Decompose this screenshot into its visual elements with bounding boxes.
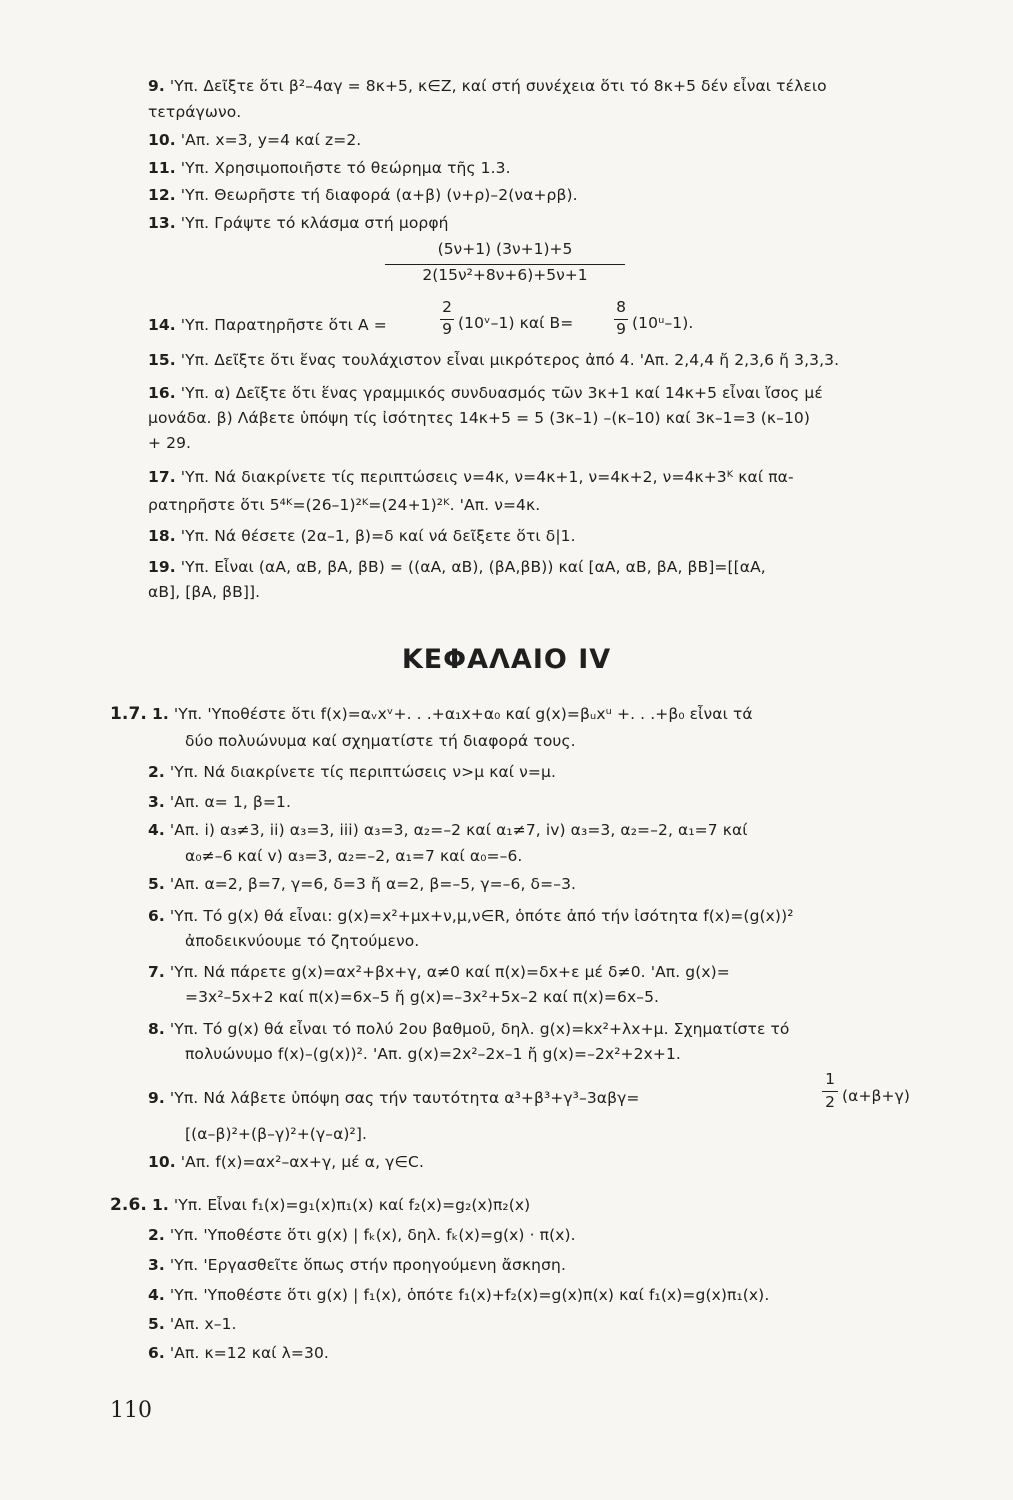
fraction-numerator: (5ν+1) (3ν+1)+5	[437, 240, 573, 258]
item-number: 8.	[148, 1020, 165, 1038]
fraction-bar	[822, 1091, 838, 1092]
answer-11	[148, 158, 511, 178]
item-number: 9.	[148, 1089, 165, 1107]
section-1-7-item-10	[148, 1152, 424, 1172]
item-number: 1.	[152, 1196, 169, 1214]
answer-13	[148, 213, 449, 233]
item-text: 'Υπ. Χρησιμοποιῆστε τό θεώρημα τῆς 1.3.	[180, 159, 511, 177]
answer-16-line3: + 29.	[148, 434, 192, 452]
item-number: 2.	[148, 763, 165, 781]
section-1-7-item-6	[148, 906, 794, 926]
fraction-denominator: 9	[442, 320, 452, 338]
item-text: 'Απ. x–1.	[169, 1315, 237, 1333]
item-number: 13.	[148, 214, 176, 232]
section-1-7-item-9-line2: [(α–β)²+(β–γ)²+(γ–α)²].	[185, 1125, 368, 1143]
item-number: 4.	[148, 821, 165, 839]
section-1-7-item-7	[148, 962, 730, 982]
item-number: 19.	[148, 558, 176, 576]
answer-14	[148, 315, 387, 335]
item-text: τετράγωνο.	[148, 103, 242, 121]
section-1-7-item-3	[148, 792, 291, 812]
item-text: 'Υπ. α) Δεῖξτε ὅτι ἕνας γραμμικός συνδυασμός τῶν 3κ+1 καί 14κ+5 εἶναι ἴσος μέ	[180, 384, 823, 402]
section-1-7-item-2	[148, 762, 556, 782]
item-number: 7.	[148, 963, 165, 981]
answer-14-post: (10ᵘ–1).	[632, 314, 694, 332]
item-number: 15.	[148, 351, 176, 369]
item-text: 'Απ. f(x)=αx²–αx+γ, μέ α, γ∈C.	[180, 1153, 424, 1171]
answer-18	[148, 526, 576, 546]
section-number: 2.6.	[110, 1195, 147, 1215]
item-number: 2.	[148, 1226, 165, 1244]
item-number: 1.	[152, 705, 169, 723]
section-2-6-item-6	[148, 1343, 329, 1363]
section-1-7-item-4	[148, 820, 748, 840]
item-text: 'Υπ. Παρατηρῆστε ὅτι A =	[180, 316, 387, 334]
item-number: 6.	[148, 907, 165, 925]
section-1-7-item-9-tail: (α+β+γ)	[842, 1087, 911, 1105]
item-number: 10.	[148, 1153, 176, 1171]
answer-17-line1	[148, 467, 794, 487]
fraction-bar	[385, 264, 625, 265]
fraction-numerator: 2	[442, 298, 452, 316]
section-2-6-item-4	[148, 1285, 769, 1305]
item-number: 17.	[148, 468, 176, 486]
item-text: 'Υπ. 'Υποθέστε ὅτι g(x) | fₖ(x), δηλ. fₖ(x)=g(x) · π(x).	[169, 1226, 576, 1244]
item-number: 3.	[148, 793, 165, 811]
answer-14-mid: (10ᵛ–1) καί B=	[458, 314, 574, 332]
item-text: 'Υπ. 'Υποθέστε ὅτι g(x) | f₁(x), ὁπότε f₁(x)+f₂(x)=g(x)π(x) καί f₁(x)=g(x)π₁(x).	[169, 1286, 770, 1304]
page-number: 110	[110, 1398, 152, 1423]
item-text: 'Υπ. 'Υποθέστε ὅτι f(x)=αᵥxᵛ+. . .+α₁x+α₀ καί g(x)=βᵤxᵘ +. . .+β₀ εἶναι τά	[173, 705, 753, 723]
answer-19-line1	[148, 557, 766, 577]
item-text: 'Υπ. Δεῖξτε ὅτι ἕνας τουλάχιστον εἶναι μικρότερος ἀπό 4. 'Απ. 2,4,4 ἤ 2,3,6 ἤ 3,3,3.	[180, 351, 840, 369]
item-text: 'Απ. κ=12 καί λ=30.	[169, 1344, 329, 1362]
answer-15	[148, 350, 839, 370]
fraction-numerator: 1	[825, 1070, 835, 1088]
fraction-denominator: 2(15ν²+8ν+6)+5ν+1	[422, 266, 588, 284]
item-text: 'Υπ. Νά διακρίνετε τίς περιπτώσεις ν=4κ, ν=4κ+1, ν=4κ+2, ν=4κ+3ᴷ καί πα-	[180, 468, 794, 486]
item-text: 'Υπ. Θεωρῆστε τή διαφορά (α+β) (ν+ρ)–2(να+ρβ).	[180, 186, 578, 204]
section-2-6-item-5	[148, 1314, 237, 1334]
answer-19-line2: αB], [βA, βB]].	[148, 583, 261, 601]
answer-10	[148, 130, 361, 150]
section-1-7-item-4-line2: α₀≠–6 καί v) α₃=3, α₂=–2, α₁=7 καί α₀=–6.	[185, 847, 523, 865]
item-text: 'Απ. x=3, y=4 καί z=2.	[180, 131, 362, 149]
section-2-6-item-3	[148, 1255, 566, 1275]
item-text: 'Υπ. Εἶναι (αA, αB, βA, βB) = ((αA, αB), (βA,βB)) καί [αA, αB, βA, βB]=[[αA,	[180, 558, 766, 576]
item-number: 11.	[148, 159, 176, 177]
item-number: 4.	[148, 1286, 165, 1304]
item-text: 'Υπ. Εἶναι f₁(x)=g₁(x)π₁(x) καί f₂(x)=g₂(x)π₂(x)	[173, 1196, 531, 1214]
section-1-7-item-9	[148, 1088, 639, 1108]
item-number: 14.	[148, 316, 176, 334]
section-1-7-item-8-line2: πολυώνυμο f(x)–(g(x))². 'Απ. g(x)=2x²–2x–1 ἤ g(x)=–2x²+2x+1.	[185, 1045, 681, 1063]
item-number: 9.	[148, 77, 165, 95]
chapter-heading: ΚΕΦΑΛΑΙΟ IV	[401, 644, 612, 675]
fraction-numerator: 8	[616, 298, 626, 316]
answer-17-line2: ρατηρῆστε ὅτι 5⁴ᴷ=(26–1)²ᴷ=(24+1)²ᴷ. 'Απ. ν=4κ.	[148, 496, 541, 514]
item-text: 'Υπ. Γράψτε τό κλάσμα στή μορφή	[180, 214, 449, 232]
section-1-7-item-8	[148, 1019, 789, 1039]
item-text: 'Υπ. Δεῖξτε ὅτι β²–4αγ = 8κ+5, κ∈Z, καί στή συνέχεια ὅτι τό 8κ+5 δέν εἶναι τέλειο	[169, 77, 827, 95]
item-text: 'Υπ. 'Εργασθεῖτε ὅπως στήν προηγούμενη ἄσκηση.	[169, 1256, 566, 1274]
answer-9-line2	[148, 102, 241, 122]
answer-12	[148, 185, 578, 205]
answer-16-line1	[148, 383, 823, 403]
item-text: 'Υπ. Νά πάρετε g(x)=αx²+βx+γ, α≠0 καί π(x)=δx+ε μέ δ≠0. 'Απ. g(x)=	[169, 963, 730, 981]
item-number: 12.	[148, 186, 176, 204]
item-number: 16.	[148, 384, 176, 402]
answer-16-line2: μονάδα. β) Λάβετε ὑπόψη τίς ἰσότητες 14κ+5 = 5 (3κ–1) –(κ–10) καί 3κ–1=3 (κ–10)	[148, 409, 811, 427]
section-1-7-item-1-line2: δύο πολυώνυμα καί σχηματίστε τή διαφορά τους.	[185, 732, 576, 750]
item-text: 'Απ. i) α₃≠3, ii) α₃=3, iii) α₃=3, α₂=–2 καί α₁≠7, iv) α₃=3, α₂=–2, α₁=7 καί	[169, 821, 748, 839]
item-number: 18.	[148, 527, 176, 545]
answer-9-line1	[148, 76, 827, 96]
section-2-6-item-1	[110, 1195, 530, 1215]
item-text: 'Υπ. Τό g(x) θά εἶναι: g(x)=x²+μx+ν,μ,ν∈R, ὁπότε ἀπό τήν ἰσότητα f(x)=(g(x))²	[169, 907, 794, 925]
item-number: 5.	[148, 1315, 165, 1333]
item-number: 5.	[148, 875, 165, 893]
item-text: 'Απ. α= 1, β=1.	[169, 793, 291, 811]
section-1-7-item-7-line2: =3x²–5x+2 καί π(x)=6x–5 ἤ g(x)=–3x²+5x–2 καί π(x)=6x–5.	[185, 988, 660, 1006]
item-number: 3.	[148, 1256, 165, 1274]
item-text: 'Υπ. Νά διακρίνετε τίς περιπτώσεις ν>μ καί ν=μ.	[169, 763, 556, 781]
item-text: 'Υπ. Νά θέσετε (2α–1, β)=δ καί νά δεῖξετε ὅτι δ|1.	[180, 527, 576, 545]
item-number: 6.	[148, 1344, 165, 1362]
section-1-7-item-6-line2: ἀποδεικνύουμε τό ζητούμενο.	[185, 932, 420, 950]
item-text: 'Απ. α=2, β=7, γ=6, δ=3 ἤ α=2, β=–5, γ=–6, δ=–3.	[169, 875, 577, 893]
section-1-7-item-5	[148, 874, 576, 894]
section-number: 1.7.	[110, 704, 147, 724]
section-2-6-item-2	[148, 1225, 576, 1245]
item-text: 'Υπ. Νά λάβετε ὑπόψη σας τήν ταυτότητα α³+β³+γ³–3αβγ=	[169, 1089, 640, 1107]
item-number: 10.	[148, 131, 176, 149]
section-1-7-item-1	[110, 704, 753, 724]
item-text: 'Υπ. Τό g(x) θά εἶναι τό πολύ 2ου βαθμοῦ, δηλ. g(x)=kx²+λx+μ. Σχηματίστε τό	[169, 1020, 790, 1038]
fraction-denominator: 2	[825, 1093, 835, 1111]
fraction-denominator: 9	[616, 320, 626, 338]
